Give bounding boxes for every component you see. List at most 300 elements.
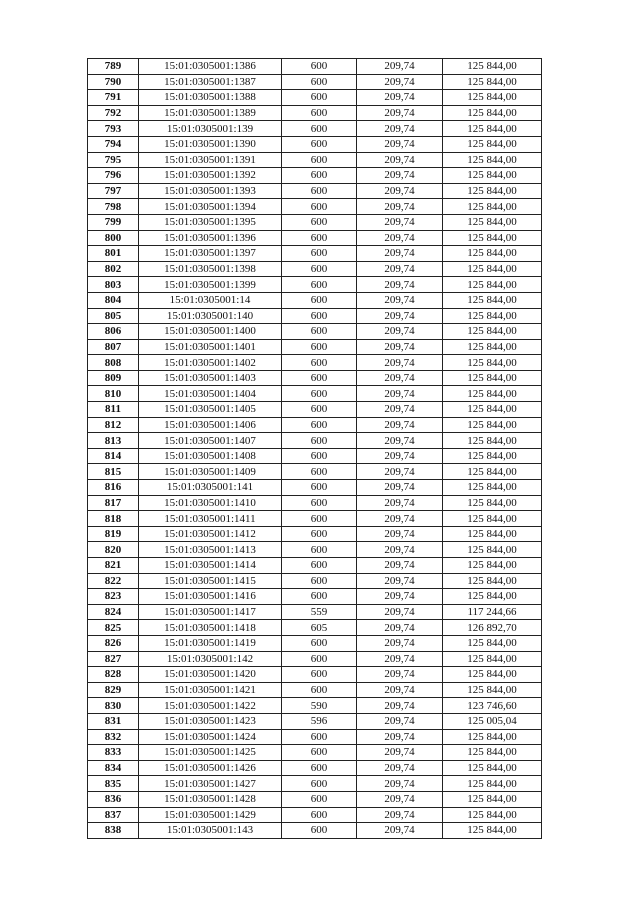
row-number-cell: 815 (88, 464, 139, 480)
rate-cell: 209,74 (357, 620, 443, 636)
rate-cell: 209,74 (357, 339, 443, 355)
rate-cell: 209,74 (357, 589, 443, 605)
row-number-cell: 820 (88, 542, 139, 558)
area-cell: 600 (282, 136, 357, 152)
row-number-cell: 813 (88, 433, 139, 449)
value-cell: 125 844,00 (443, 339, 542, 355)
row-number-cell: 789 (88, 59, 139, 75)
table-row (88, 776, 542, 792)
area-cell: 600 (282, 230, 357, 246)
table-row (88, 183, 542, 199)
table-row (88, 713, 542, 729)
area-cell: 600 (282, 776, 357, 792)
cadastral-number-cell: 15:01:0305001:1421 (139, 682, 282, 698)
table-row (88, 823, 542, 839)
value-cell: 125 844,00 (443, 59, 542, 75)
rate-cell: 209,74 (357, 682, 443, 698)
row-number-cell: 792 (88, 105, 139, 121)
value-cell: 125 844,00 (443, 589, 542, 605)
table-row (88, 355, 542, 371)
table-row (88, 480, 542, 496)
rate-cell: 209,74 (357, 292, 443, 308)
row-number-cell: 811 (88, 402, 139, 418)
area-cell: 600 (282, 573, 357, 589)
table-row (88, 308, 542, 324)
area-cell: 600 (282, 74, 357, 90)
area-cell: 600 (282, 667, 357, 683)
cadastral-number-cell: 15:01:0305001:1395 (139, 214, 282, 230)
area-cell: 600 (282, 542, 357, 558)
cadastral-number-cell: 15:01:0305001:141 (139, 480, 282, 496)
table-row (88, 417, 542, 433)
area-cell: 600 (282, 651, 357, 667)
area-cell: 600 (282, 760, 357, 776)
cadastral-number-cell: 15:01:0305001:1428 (139, 791, 282, 807)
cadastral-number-cell: 15:01:0305001:1423 (139, 713, 282, 729)
row-number-cell: 803 (88, 277, 139, 293)
rate-cell: 209,74 (357, 199, 443, 215)
cadastral-number-cell: 15:01:0305001:1415 (139, 573, 282, 589)
row-number-cell: 818 (88, 511, 139, 527)
rate-cell: 209,74 (357, 791, 443, 807)
value-cell: 125 844,00 (443, 168, 542, 184)
area-cell: 600 (282, 199, 357, 215)
parcel-table (87, 58, 542, 839)
value-cell: 125 844,00 (443, 729, 542, 745)
rate-cell: 209,74 (357, 713, 443, 729)
area-cell: 590 (282, 698, 357, 714)
cadastral-number-cell: 15:01:0305001:1406 (139, 417, 282, 433)
table-row (88, 495, 542, 511)
cadastral-number-cell: 15:01:0305001:1386 (139, 59, 282, 75)
value-cell: 125 005,04 (443, 713, 542, 729)
row-number-cell: 810 (88, 386, 139, 402)
value-cell: 125 844,00 (443, 402, 542, 418)
value-cell: 125 844,00 (443, 635, 542, 651)
cadastral-number-cell: 15:01:0305001:139 (139, 121, 282, 137)
rate-cell: 209,74 (357, 90, 443, 106)
cadastral-number-cell: 15:01:0305001:1392 (139, 168, 282, 184)
area-cell: 600 (282, 183, 357, 199)
cadastral-number-cell: 15:01:0305001:1418 (139, 620, 282, 636)
area-cell: 600 (282, 682, 357, 698)
area-cell: 600 (282, 589, 357, 605)
area-cell: 600 (282, 308, 357, 324)
row-number-cell: 790 (88, 74, 139, 90)
rate-cell: 209,74 (357, 760, 443, 776)
table-row (88, 105, 542, 121)
table-row (88, 261, 542, 277)
cadastral-number-cell: 15:01:0305001:1388 (139, 90, 282, 106)
value-cell: 125 844,00 (443, 246, 542, 262)
area-cell: 600 (282, 214, 357, 230)
cadastral-number-cell: 15:01:0305001:1410 (139, 495, 282, 511)
rate-cell: 209,74 (357, 105, 443, 121)
area-cell: 600 (282, 558, 357, 574)
table-row (88, 339, 542, 355)
area-cell: 600 (282, 433, 357, 449)
rate-cell: 209,74 (357, 386, 443, 402)
table-row (88, 511, 542, 527)
value-cell: 125 844,00 (443, 199, 542, 215)
rate-cell: 209,74 (357, 635, 443, 651)
cadastral-number-cell: 15:01:0305001:1389 (139, 105, 282, 121)
area-cell: 600 (282, 121, 357, 137)
cadastral-number-cell: 15:01:0305001:1409 (139, 464, 282, 480)
table-row (88, 620, 542, 636)
cadastral-number-cell: 15:01:0305001:1398 (139, 261, 282, 277)
row-number-cell: 796 (88, 168, 139, 184)
value-cell: 125 844,00 (443, 261, 542, 277)
row-number-cell: 836 (88, 791, 139, 807)
value-cell: 125 844,00 (443, 214, 542, 230)
value-cell: 125 844,00 (443, 464, 542, 480)
area-cell: 600 (282, 635, 357, 651)
row-number-cell: 833 (88, 745, 139, 761)
area-cell: 600 (282, 823, 357, 839)
area-cell: 600 (282, 105, 357, 121)
cadastral-number-cell: 15:01:0305001:1405 (139, 402, 282, 418)
cadastral-number-cell: 15:01:0305001:1404 (139, 386, 282, 402)
row-number-cell: 794 (88, 136, 139, 152)
cadastral-number-cell: 15:01:0305001:1412 (139, 526, 282, 542)
value-cell: 125 844,00 (443, 308, 542, 324)
rate-cell: 209,74 (357, 152, 443, 168)
row-number-cell: 812 (88, 417, 139, 433)
table-row (88, 386, 542, 402)
rate-cell: 209,74 (357, 604, 443, 620)
row-number-cell: 829 (88, 682, 139, 698)
rate-cell: 209,74 (357, 542, 443, 558)
table-row (88, 59, 542, 75)
row-number-cell: 835 (88, 776, 139, 792)
rate-cell: 209,74 (357, 121, 443, 137)
row-number-cell: 834 (88, 760, 139, 776)
cadastral-number-cell: 15:01:0305001:140 (139, 308, 282, 324)
row-number-cell: 830 (88, 698, 139, 714)
value-cell: 125 844,00 (443, 292, 542, 308)
area-cell: 600 (282, 246, 357, 262)
row-number-cell: 837 (88, 807, 139, 823)
rate-cell: 209,74 (357, 324, 443, 340)
rate-cell: 209,74 (357, 526, 443, 542)
value-cell: 125 844,00 (443, 495, 542, 511)
value-cell: 125 844,00 (443, 526, 542, 542)
cadastral-number-cell: 15:01:0305001:1419 (139, 635, 282, 651)
table-row (88, 246, 542, 262)
table-row (88, 324, 542, 340)
row-number-cell: 827 (88, 651, 139, 667)
rate-cell: 209,74 (357, 261, 443, 277)
rate-cell: 209,74 (357, 370, 443, 386)
value-cell: 125 844,00 (443, 823, 542, 839)
area-cell: 559 (282, 604, 357, 620)
area-cell: 600 (282, 495, 357, 511)
value-cell: 125 844,00 (443, 277, 542, 293)
rate-cell: 209,74 (357, 214, 443, 230)
rate-cell: 209,74 (357, 698, 443, 714)
table-row (88, 277, 542, 293)
row-number-cell: 823 (88, 589, 139, 605)
rate-cell: 209,74 (357, 807, 443, 823)
cadastral-number-cell: 15:01:0305001:1402 (139, 355, 282, 371)
table-row (88, 464, 542, 480)
rate-cell: 209,74 (357, 168, 443, 184)
value-cell: 125 844,00 (443, 776, 542, 792)
row-number-cell: 828 (88, 667, 139, 683)
table-row (88, 604, 542, 620)
row-number-cell: 797 (88, 183, 139, 199)
row-number-cell: 814 (88, 448, 139, 464)
value-cell: 117 244,66 (443, 604, 542, 620)
cadastral-number-cell: 15:01:0305001:1427 (139, 776, 282, 792)
area-cell: 600 (282, 402, 357, 418)
value-cell: 125 844,00 (443, 745, 542, 761)
row-number-cell: 825 (88, 620, 139, 636)
table-row (88, 121, 542, 137)
rate-cell: 209,74 (357, 136, 443, 152)
area-cell: 600 (282, 791, 357, 807)
area-cell: 600 (282, 324, 357, 340)
cadastral-number-cell: 15:01:0305001:1403 (139, 370, 282, 386)
table-row (88, 542, 542, 558)
row-number-cell: 808 (88, 355, 139, 371)
row-number-cell: 799 (88, 214, 139, 230)
rate-cell: 209,74 (357, 417, 443, 433)
cadastral-number-cell: 15:01:0305001:1400 (139, 324, 282, 340)
cadastral-number-cell: 15:01:0305001:1393 (139, 183, 282, 199)
value-cell: 125 844,00 (443, 542, 542, 558)
value-cell: 125 844,00 (443, 433, 542, 449)
table-row (88, 526, 542, 542)
area-cell: 600 (282, 464, 357, 480)
area-cell: 600 (282, 59, 357, 75)
row-number-cell: 826 (88, 635, 139, 651)
value-cell: 125 844,00 (443, 386, 542, 402)
area-cell: 600 (282, 355, 357, 371)
area-cell: 600 (282, 90, 357, 106)
rate-cell: 209,74 (357, 448, 443, 464)
table-row (88, 760, 542, 776)
row-number-cell: 791 (88, 90, 139, 106)
value-cell: 125 844,00 (443, 480, 542, 496)
cadastral-number-cell: 15:01:0305001:1414 (139, 558, 282, 574)
value-cell: 125 844,00 (443, 667, 542, 683)
value-cell: 125 844,00 (443, 136, 542, 152)
value-cell: 125 844,00 (443, 651, 542, 667)
rate-cell: 209,74 (357, 495, 443, 511)
table-row (88, 74, 542, 90)
row-number-cell: 824 (88, 604, 139, 620)
row-number-cell: 798 (88, 199, 139, 215)
value-cell: 125 844,00 (443, 682, 542, 698)
area-cell: 600 (282, 152, 357, 168)
cadastral-number-cell: 15:01:0305001:14 (139, 292, 282, 308)
row-number-cell: 801 (88, 246, 139, 262)
row-number-cell: 832 (88, 729, 139, 745)
cadastral-number-cell: 15:01:0305001:1411 (139, 511, 282, 527)
value-cell: 125 844,00 (443, 370, 542, 386)
value-cell: 125 844,00 (443, 807, 542, 823)
rate-cell: 209,74 (357, 823, 443, 839)
row-number-cell: 802 (88, 261, 139, 277)
rate-cell: 209,74 (357, 573, 443, 589)
cadastral-number-cell: 15:01:0305001:1399 (139, 277, 282, 293)
cadastral-number-cell: 15:01:0305001:1396 (139, 230, 282, 246)
cadastral-number-cell: 15:01:0305001:1407 (139, 433, 282, 449)
table-row (88, 745, 542, 761)
row-number-cell: 819 (88, 526, 139, 542)
area-cell: 600 (282, 745, 357, 761)
value-cell: 123 746,60 (443, 698, 542, 714)
cadastral-number-cell: 15:01:0305001:1422 (139, 698, 282, 714)
table-row (88, 698, 542, 714)
table-row (88, 402, 542, 418)
row-number-cell: 804 (88, 292, 139, 308)
row-number-cell: 822 (88, 573, 139, 589)
row-number-cell: 838 (88, 823, 139, 839)
area-cell: 605 (282, 620, 357, 636)
table-row (88, 573, 542, 589)
value-cell: 125 844,00 (443, 105, 542, 121)
table-row (88, 292, 542, 308)
cadastral-number-cell: 15:01:0305001:1408 (139, 448, 282, 464)
row-number-cell: 800 (88, 230, 139, 246)
parcel-table-body (88, 59, 542, 839)
table-row (88, 729, 542, 745)
table-row (88, 807, 542, 823)
area-cell: 600 (282, 511, 357, 527)
table-row (88, 152, 542, 168)
row-number-cell: 816 (88, 480, 139, 496)
cadastral-number-cell: 15:01:0305001:1424 (139, 729, 282, 745)
rate-cell: 209,74 (357, 651, 443, 667)
rate-cell: 209,74 (357, 667, 443, 683)
cadastral-number-cell: 15:01:0305001:1387 (139, 74, 282, 90)
row-number-cell: 805 (88, 308, 139, 324)
cadastral-number-cell: 15:01:0305001:1429 (139, 807, 282, 823)
value-cell: 125 844,00 (443, 511, 542, 527)
area-cell: 596 (282, 713, 357, 729)
rate-cell: 209,74 (357, 355, 443, 371)
cadastral-number-cell: 15:01:0305001:1390 (139, 136, 282, 152)
rate-cell: 209,74 (357, 246, 443, 262)
row-number-cell: 793 (88, 121, 139, 137)
table-row (88, 214, 542, 230)
rate-cell: 209,74 (357, 558, 443, 574)
cadastral-number-cell: 15:01:0305001:1391 (139, 152, 282, 168)
table-row (88, 558, 542, 574)
table-row (88, 168, 542, 184)
table-row (88, 199, 542, 215)
area-cell: 600 (282, 339, 357, 355)
value-cell: 125 844,00 (443, 573, 542, 589)
rate-cell: 209,74 (357, 511, 443, 527)
value-cell: 125 844,00 (443, 183, 542, 199)
row-number-cell: 817 (88, 495, 139, 511)
table-row (88, 433, 542, 449)
value-cell: 125 844,00 (443, 324, 542, 340)
table-row (88, 370, 542, 386)
table-row (88, 791, 542, 807)
row-number-cell: 831 (88, 713, 139, 729)
rate-cell: 209,74 (357, 74, 443, 90)
area-cell: 600 (282, 386, 357, 402)
rate-cell: 209,74 (357, 59, 443, 75)
rate-cell: 209,74 (357, 464, 443, 480)
row-number-cell: 809 (88, 370, 139, 386)
value-cell: 125 844,00 (443, 417, 542, 433)
area-cell: 600 (282, 261, 357, 277)
cadastral-number-cell: 15:01:0305001:1397 (139, 246, 282, 262)
table-row (88, 635, 542, 651)
row-number-cell: 795 (88, 152, 139, 168)
rate-cell: 209,74 (357, 277, 443, 293)
table-row (88, 90, 542, 106)
area-cell: 600 (282, 417, 357, 433)
row-number-cell: 807 (88, 339, 139, 355)
cadastral-number-cell: 15:01:0305001:142 (139, 651, 282, 667)
value-cell: 126 892,70 (443, 620, 542, 636)
area-cell: 600 (282, 729, 357, 745)
cadastral-number-cell: 15:01:0305001:143 (139, 823, 282, 839)
cadastral-number-cell: 15:01:0305001:1416 (139, 589, 282, 605)
rate-cell: 209,74 (357, 183, 443, 199)
rate-cell: 209,74 (357, 480, 443, 496)
value-cell: 125 844,00 (443, 74, 542, 90)
row-number-cell: 821 (88, 558, 139, 574)
value-cell: 125 844,00 (443, 121, 542, 137)
area-cell: 600 (282, 807, 357, 823)
rate-cell: 209,74 (357, 745, 443, 761)
rate-cell: 209,74 (357, 402, 443, 418)
area-cell: 600 (282, 168, 357, 184)
area-cell: 600 (282, 480, 357, 496)
table-row (88, 230, 542, 246)
cadastral-number-cell: 15:01:0305001:1417 (139, 604, 282, 620)
row-number-cell: 806 (88, 324, 139, 340)
cadastral-number-cell: 15:01:0305001:1401 (139, 339, 282, 355)
value-cell: 125 844,00 (443, 760, 542, 776)
rate-cell: 209,74 (357, 729, 443, 745)
value-cell: 125 844,00 (443, 791, 542, 807)
cadastral-number-cell: 15:01:0305001:1394 (139, 199, 282, 215)
table-row (88, 651, 542, 667)
area-cell: 600 (282, 448, 357, 464)
area-cell: 600 (282, 292, 357, 308)
cadastral-number-cell: 15:01:0305001:1425 (139, 745, 282, 761)
table-row (88, 589, 542, 605)
value-cell: 125 844,00 (443, 152, 542, 168)
value-cell: 125 844,00 (443, 448, 542, 464)
area-cell: 600 (282, 370, 357, 386)
rate-cell: 209,74 (357, 230, 443, 246)
rate-cell: 209,74 (357, 308, 443, 324)
cadastral-number-cell: 15:01:0305001:1420 (139, 667, 282, 683)
area-cell: 600 (282, 277, 357, 293)
table-row (88, 682, 542, 698)
cadastral-number-cell: 15:01:0305001:1413 (139, 542, 282, 558)
table-row (88, 136, 542, 152)
table-row (88, 667, 542, 683)
cadastral-number-cell: 15:01:0305001:1426 (139, 760, 282, 776)
rate-cell: 209,74 (357, 433, 443, 449)
rate-cell: 209,74 (357, 776, 443, 792)
value-cell: 125 844,00 (443, 90, 542, 106)
value-cell: 125 844,00 (443, 355, 542, 371)
table-row (88, 448, 542, 464)
value-cell: 125 844,00 (443, 558, 542, 574)
